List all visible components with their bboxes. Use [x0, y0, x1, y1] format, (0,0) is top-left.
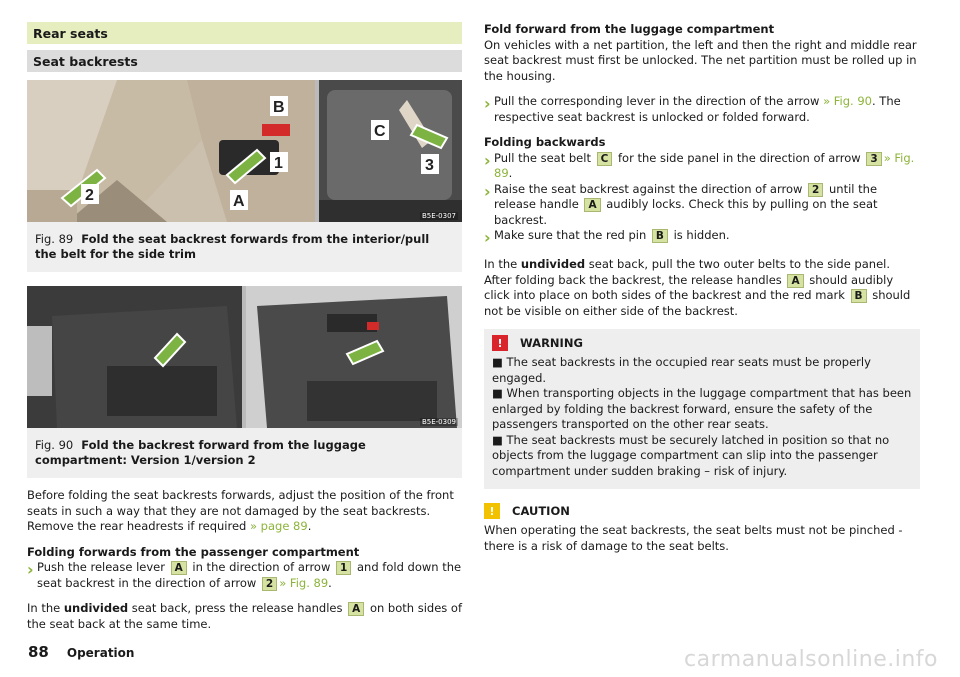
- backwards-step-2: [484, 182, 920, 229]
- luggage-step-text: Pull the corresponding lever in the direction of the arrow: [494, 94, 824, 108]
- chevron-right-icon: ›: [484, 228, 491, 247]
- undivided-mid: seat back, press the release handles: [128, 601, 347, 615]
- page-number: 88: [28, 643, 49, 661]
- subsection-title: Seat backrests: [27, 50, 462, 72]
- figure-89-number: Fig. 89: [35, 232, 74, 246]
- page-footer: [28, 643, 134, 661]
- caution-icon: !: [484, 503, 500, 519]
- figure-89-label-c: C: [374, 123, 386, 140]
- figure-90: [27, 286, 462, 478]
- undivided-paragraph: [27, 601, 462, 632]
- figure-89-label-b: B: [273, 99, 285, 116]
- caution-header: [484, 503, 920, 519]
- passenger-step-text-2: in the direction of arrow: [188, 560, 335, 574]
- undivided-post: on both sides of the seat back at the same time.: [27, 601, 463, 631]
- key-a: A: [787, 274, 803, 288]
- luggage-step-end: . The respective seat backrest is unlocked or folded forward.: [494, 94, 901, 124]
- caution-title: CAUTION: [512, 504, 570, 518]
- key-2: 2: [808, 183, 823, 197]
- luggage-step: [484, 94, 920, 125]
- intro-paragraph: [27, 488, 462, 535]
- figure-89-label-1: 1: [274, 155, 283, 172]
- key-a: A: [584, 198, 600, 212]
- caution-text: When operating the seat backrests, the seat belts must not be pinched - there is a risk of damage to the seat belts.: [484, 523, 903, 553]
- intro-end: .: [307, 519, 312, 533]
- backwards-step-3-text-b: is hidden.: [669, 228, 730, 242]
- right-undivided-mid: seat back, pull the two outer belts to the side panel. After folding back the backrest, the release handles: [484, 257, 890, 287]
- warning-item-1: ■ The seat backrests in the occupied rear seats must be properly engaged.: [492, 355, 871, 385]
- figure-89-illustration: [27, 80, 462, 222]
- chevron-right-icon: ›: [484, 94, 491, 113]
- chevron-right-icon: ›: [27, 560, 34, 579]
- figure-89-title: Fold the seat backrest forwards from the interior/pull the belt for the side trim: [35, 232, 430, 261]
- warning-box: [484, 329, 920, 489]
- figure-89-image: [27, 80, 462, 222]
- key-1: 1: [336, 561, 351, 575]
- right-undivided-bold: undivided: [520, 257, 586, 271]
- key-a: A: [171, 561, 187, 575]
- backwards-step-2-text-a: Raise the seat backrest against the direction of arrow: [494, 181, 807, 196]
- watermark: carmanualsonline.info: [684, 647, 938, 672]
- figure-90-code: B5E-0309: [421, 418, 456, 426]
- backwards-heading: Folding backwards: [484, 135, 606, 149]
- figure-89-label-3: 3: [425, 157, 434, 174]
- figure-89-label-a: A: [233, 193, 245, 210]
- passenger-heading: Folding forwards from the passenger compartment: [27, 544, 360, 559]
- caution-block: [484, 503, 920, 554]
- key-b: B: [851, 289, 867, 303]
- warning-header: [492, 335, 912, 351]
- key-3: 3: [866, 152, 881, 166]
- figure-90-title: Fold the backrest forward from the luggage compartment: Version 1/version 2: [35, 438, 366, 467]
- right-column: [484, 22, 920, 554]
- backwards-step-1-text-b: for the side panel in the direction of arrow: [614, 150, 865, 165]
- right-undivided-post: should not be visible on either side of the backrest.: [484, 288, 911, 318]
- fig-89-link[interactable]: » Fig. 89: [279, 575, 329, 590]
- key-a: A: [348, 602, 364, 616]
- right-undivided-paragraph: [484, 257, 920, 319]
- backwards-step-1-text-a: Pull the seat belt: [494, 150, 595, 165]
- backwards-step-2-text-c: audibly locks. Check this by pulling on the seat backrest.: [494, 197, 878, 227]
- passenger-step: [27, 560, 462, 591]
- key-c: C: [597, 152, 613, 166]
- right-undivided-mid2: should audibly click into place on both sides of the backrest and the red mark: [484, 272, 894, 302]
- figure-89-caption: [27, 222, 462, 272]
- fig-90-link[interactable]: » Fig. 90: [823, 94, 872, 108]
- passenger-step-text-1: Push the release lever: [37, 560, 169, 574]
- passenger-step-text-3: and fold down the seat backrest in the direction of arrow: [37, 560, 462, 590]
- chapter-name: Operation: [66, 646, 135, 660]
- backwards-step-1-end: .: [508, 166, 513, 180]
- backwards-step-2-text-b: until the release handle: [494, 181, 878, 211]
- backwards-step-3-text-a: Make sure that the red pin: [494, 228, 650, 242]
- right-undivided-pre: In the: [484, 257, 521, 271]
- key-b: B: [652, 229, 668, 243]
- figure-89: [27, 80, 462, 272]
- chevron-right-icon: ›: [484, 181, 491, 201]
- luggage-text: On vehicles with a net partition, the left and then the right and middle rear seat backrest must first be unlocked. The net partition must be rolled up in the housing.: [484, 37, 917, 83]
- section-title: Rear seats: [27, 22, 462, 44]
- figure-89-label-2: 2: [85, 187, 94, 204]
- fig-89-link[interactable]: » Fig. 89: [494, 150, 915, 180]
- figure-90-illustration: [27, 286, 462, 428]
- undivided-bold: undivided: [63, 601, 129, 615]
- undivided-pre: In the: [27, 601, 64, 615]
- backwards-step-1: [484, 151, 920, 182]
- left-column: [27, 22, 462, 632]
- key-2: 2: [262, 577, 277, 591]
- backwards-step-3: [484, 228, 920, 247]
- figure-89-code: B5E-0307: [421, 212, 456, 220]
- figure-90-number: Fig. 90: [35, 438, 74, 452]
- warning-icon: !: [492, 335, 508, 351]
- figure-90-caption: [27, 428, 462, 478]
- page-89-link[interactable]: » page 89: [249, 519, 308, 533]
- warning-item-2: ■ When transporting objects in the luggage compartment that has been enlarged by folding the backrest forward, ensure the safety of the passengers transported on the other rear seats.: [492, 386, 912, 431]
- chevron-right-icon: ›: [484, 150, 491, 170]
- passenger-step-end: .: [328, 575, 332, 590]
- figure-90-image: [27, 286, 462, 428]
- warning-item-3: ■ The seat backrests must be securely latched in position so that no objects from the luggage compartment can slip into the passenger compartment under sudden braking – risk of injury.: [492, 432, 890, 478]
- luggage-heading: Fold forward from the luggage compartment: [484, 22, 775, 36]
- warning-title: WARNING: [520, 336, 583, 350]
- intro-text: Before folding the seat backrests forwards, adjust the position of the front seats in such a way that they are not damaged by the seat backrests. Remove the rear headrests if required: [27, 488, 454, 533]
